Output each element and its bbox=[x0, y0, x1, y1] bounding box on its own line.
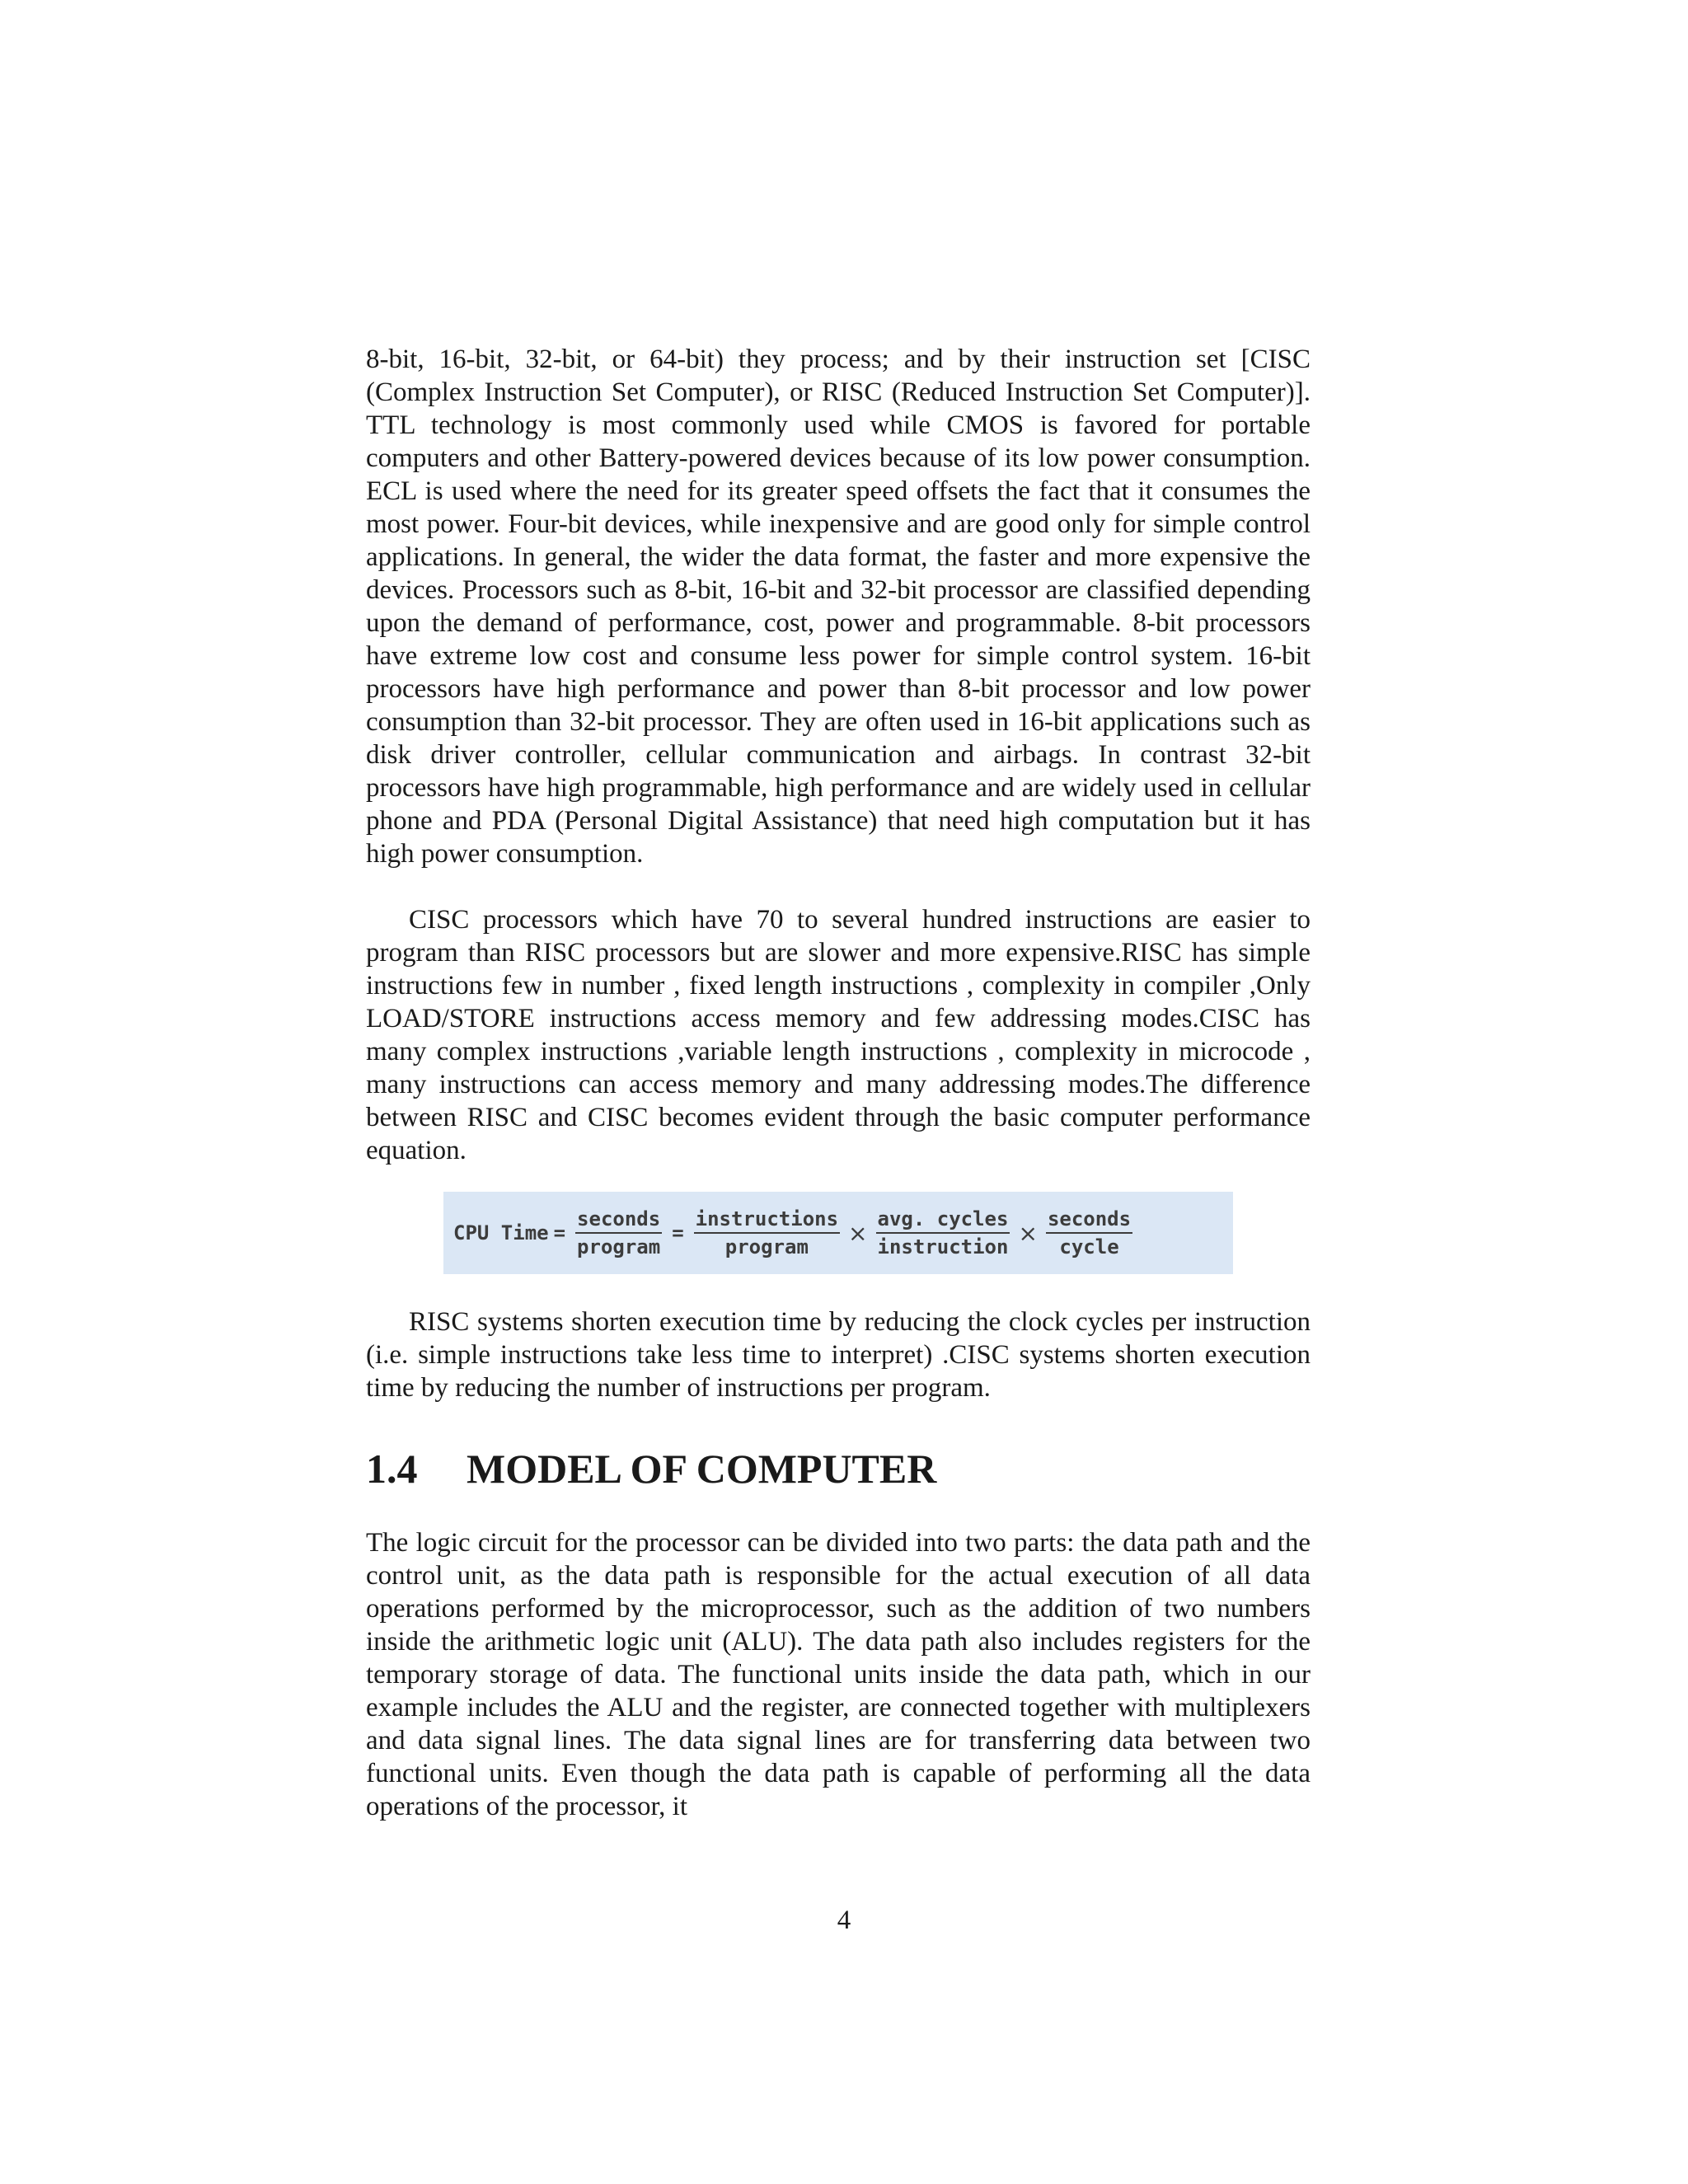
fraction-numerator: seconds bbox=[1046, 1208, 1132, 1234]
fraction-instructions-per-program bbox=[694, 1208, 840, 1258]
cpu-time-equation-figure bbox=[443, 1192, 1233, 1274]
fraction-numerator: avg. cycles bbox=[876, 1208, 1010, 1234]
equals-sign: = bbox=[553, 1221, 566, 1244]
fraction-numerator: seconds bbox=[575, 1208, 662, 1234]
fraction-denominator: program bbox=[577, 1235, 661, 1258]
paragraph-processor-types bbox=[366, 343, 1311, 870]
fraction-cycles-per-instruction bbox=[876, 1208, 1010, 1258]
fraction-denominator: instruction bbox=[877, 1235, 1009, 1258]
fraction-seconds-per-program bbox=[575, 1208, 662, 1258]
paragraph-text: RISC systems shorten execution time by reducing the clock cycles per instruction (i.e. simple instructions take less time to interpret) .CISC systems shorten execution time by reducing the number of instructions per program. bbox=[366, 1307, 1311, 1403]
paragraph-text: CISC processors which have 70 to several hundred instructions are easier to program than RISC processors but are slower and more expensive.RISC has simple instructions few in number , fixed length instructions , complexity in compiler ,Only LOAD/STORE instructions access memory and few addressing modes.CISC has many complex instructions ,variable length instructions , complexity in microcode , many instructions can access memory and many addressing modes.The difference between RISC and CISC becomes evident through the basic computer performance equation. bbox=[366, 905, 1311, 1165]
section-heading bbox=[366, 1444, 936, 1493]
paragraph-logic-circuit bbox=[366, 1526, 1311, 1823]
fraction-seconds-per-cycle bbox=[1046, 1208, 1132, 1258]
paragraph-execution-time bbox=[366, 1305, 1311, 1404]
page-number: 4 bbox=[837, 1905, 851, 1935]
paragraph-text: 8-bit, 16-bit, 32-bit, or 64-bit) they process; and by their instruction set [CISC (Complex Instruction Set Computer), or RISC (Reduced Instruction Set Computer)]. TTL technology is most commonly used while CMOS is favored for portable computers and other Battery-powered devices because of its low power consumption. ECL is used where the need for its greater speed offsets the fact that it consumes the most power. Four-bit devices, while inexpensive and are good only for simple control applications. In general, the wider the data format, the faster and more expensive the devices. Processors such as 8-bit, 16-bit and 32-bit processor are classified depending upon the demand of performance, cost, power and programmable. 8-bit processors have extreme low cost and consume less power for simple control system. 16-bit processors have high performance and power than 8-bit processor and low power consumption than 32-bit processor. They are often used in 16-bit applications such as disk driver controller, cellular communication and airbags. In contrast 32-bit processors have high programmable, high performance and are widely used in cellular phone and PDA (Personal Digital Assistance) that need high computation but it has high power consumption. bbox=[366, 344, 1311, 869]
fraction-denominator: cycle bbox=[1059, 1235, 1119, 1258]
fraction-numerator: instructions bbox=[694, 1208, 840, 1234]
times-sign: × bbox=[1018, 1219, 1038, 1247]
paragraph-cisc-vs-risc bbox=[366, 903, 1311, 1167]
equation-lhs: CPU Time bbox=[453, 1221, 549, 1244]
equals-sign: = bbox=[672, 1221, 684, 1244]
fraction-denominator: program bbox=[724, 1235, 809, 1258]
times-sign: × bbox=[848, 1219, 868, 1247]
section-title: MODEL OF COMPUTER bbox=[467, 1446, 937, 1492]
section-number: 1.4 bbox=[366, 1446, 418, 1492]
paragraph-text: The logic circuit for the processor can be divided into two parts: the data path and the control unit, as the data path is responsible for the actual execution of all data operations performed by the microprocessor, such as the addition of two numbers inside the arithmetic logic unit (ALU). The data path also includes registers for the temporary storage of data. The functional units inside the data path, which in our example includes the ALU and the register, are connected together with multiplexers and data signal lines. The data signal lines are for transferring data between two functional units. Even though the data path is capable of performing all the data operations of the processor, it bbox=[366, 1528, 1311, 1821]
